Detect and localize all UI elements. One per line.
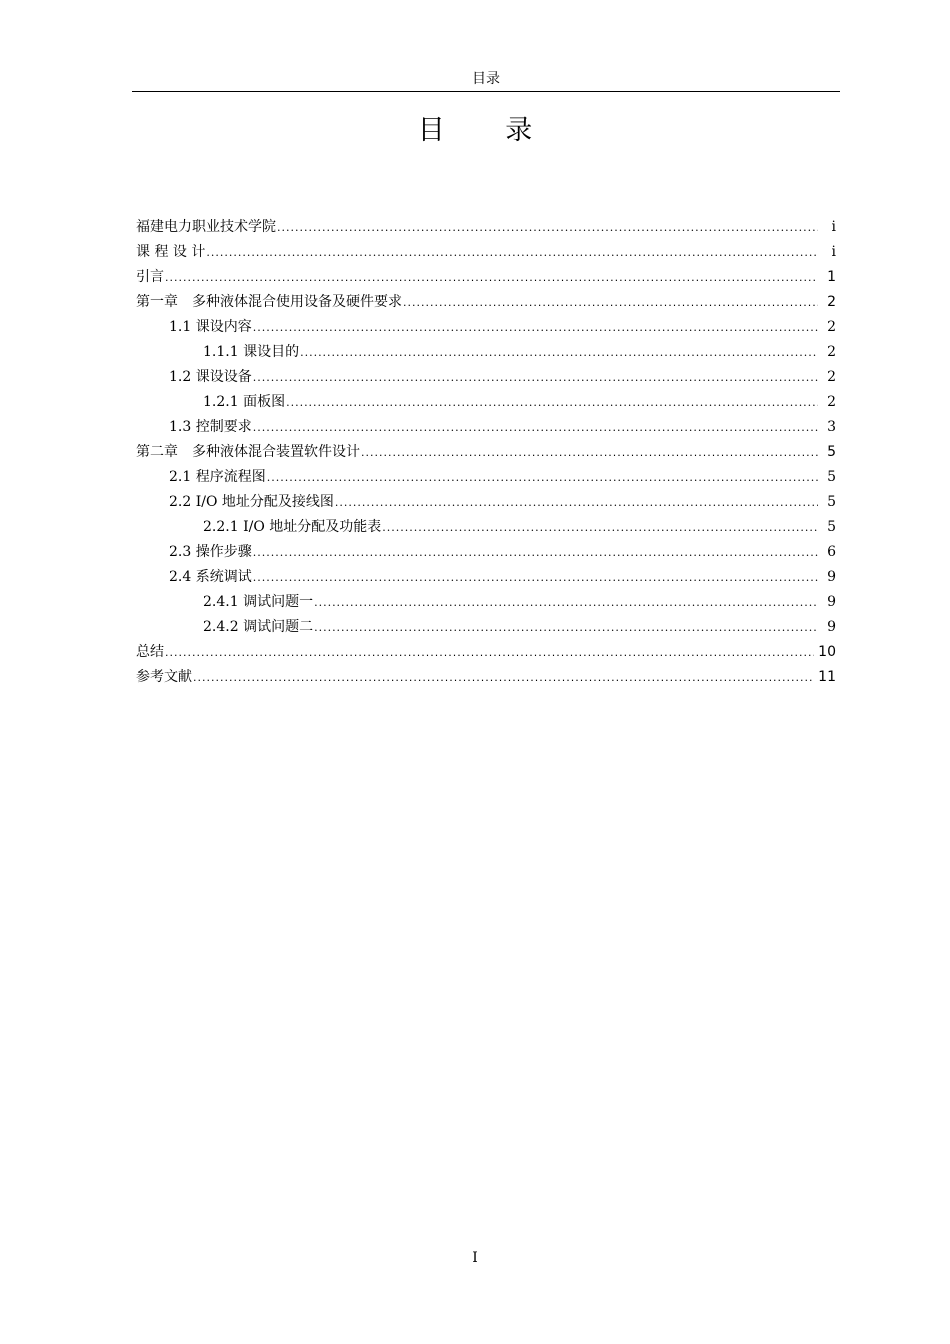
toc-entry-page: 9 — [827, 619, 836, 635]
dot-leader — [403, 290, 818, 315]
toc-entry-label: 第二章 多种液体混合装置软件设计 — [136, 444, 360, 460]
toc-entry-page: 2 — [827, 294, 836, 310]
toc-entry-page: 2 — [827, 369, 836, 385]
dot-leader — [277, 215, 818, 240]
table-of-contents — [136, 215, 836, 690]
toc-entry-page: 2 — [827, 344, 836, 360]
toc-entry[interactable] — [136, 565, 836, 590]
toc-entry[interactable] — [136, 265, 836, 290]
toc-entry-label: 1.1.1 课设目的 — [203, 344, 300, 360]
toc-entry-page: 11 — [818, 669, 836, 685]
dot-leader — [382, 515, 818, 540]
toc-entry-label: 1.2 课设设备 — [169, 369, 252, 385]
toc-entry[interactable] — [136, 615, 836, 640]
toc-entry[interactable] — [136, 315, 836, 340]
toc-entry-page: 9 — [827, 569, 836, 585]
running-header: 目录 — [472, 71, 500, 87]
toc-entry-label: 课 程 设 计 — [136, 244, 206, 260]
toc-entry-label: 1.2.1 面板图 — [203, 394, 286, 410]
dot-leader — [314, 615, 818, 640]
toc-entry-label: 2.4.2 调试问题二 — [203, 619, 314, 635]
dot-leader — [253, 315, 818, 340]
dot-leader — [193, 665, 814, 690]
toc-entry-page: 5 — [827, 469, 836, 485]
toc-entry-page: 2 — [827, 319, 836, 335]
page-number: I — [472, 1250, 478, 1266]
dot-leader — [253, 365, 818, 390]
toc-entry-page: 1 — [827, 269, 836, 285]
toc-entry-page: 9 — [827, 594, 836, 610]
dot-leader — [314, 590, 818, 615]
toc-entry[interactable] — [136, 365, 836, 390]
toc-entry[interactable] — [136, 640, 836, 665]
toc-entry-label: 参考文献 — [136, 669, 192, 685]
dot-leader — [300, 340, 818, 365]
toc-entry[interactable] — [136, 215, 836, 240]
toc-entry[interactable] — [136, 540, 836, 565]
toc-entry-page: 2 — [827, 394, 836, 410]
toc-entry[interactable] — [136, 340, 836, 365]
toc-entry-label: 2.2 I/O 地址分配及接线图 — [169, 494, 334, 510]
toc-entry-page: i — [831, 219, 836, 235]
toc-entry-page: 5 — [827, 519, 836, 535]
toc-entry-label: 2.1 程序流程图 — [169, 469, 266, 485]
dot-leader — [253, 415, 818, 440]
dot-leader — [286, 390, 818, 415]
toc-entry[interactable] — [136, 515, 836, 540]
toc-entry-label: 2.4 系统调试 — [169, 569, 252, 585]
toc-entry[interactable] — [136, 440, 836, 465]
toc-entry-label: 2.3 操作步骤 — [169, 544, 252, 560]
toc-entry-page: i — [831, 244, 836, 260]
toc-entry[interactable] — [136, 590, 836, 615]
toc-entry-page: 3 — [827, 419, 836, 435]
toc-entry[interactable] — [136, 490, 836, 515]
dot-leader — [206, 240, 818, 265]
toc-title: 目 录 — [417, 115, 559, 146]
toc-entry-label: 福建电力职业技术学院 — [136, 219, 276, 235]
toc-entry[interactable] — [136, 390, 836, 415]
dot-leader — [253, 565, 818, 590]
toc-entry[interactable] — [136, 240, 836, 265]
toc-entry-label: 2.4.1 调试问题一 — [203, 594, 314, 610]
toc-entry-label: 1.3 控制要求 — [169, 419, 252, 435]
toc-entry-label: 1.1 课设内容 — [169, 319, 252, 335]
dot-leader — [335, 490, 818, 515]
toc-entry-page: 5 — [827, 494, 836, 510]
dot-leader — [361, 440, 818, 465]
toc-entry-page: 10 — [818, 644, 836, 660]
dot-leader — [253, 540, 818, 565]
toc-entry-page: 6 — [827, 544, 836, 560]
toc-entry-label: 第一章 多种液体混合使用设备及硬件要求 — [136, 294, 402, 310]
dot-leader — [165, 640, 814, 665]
dot-leader — [267, 465, 818, 490]
dot-leader — [165, 265, 818, 290]
toc-entry-page: 5 — [827, 444, 836, 460]
toc-entry[interactable] — [136, 665, 836, 690]
toc-entry-label: 引言 — [136, 269, 164, 285]
toc-entry[interactable] — [136, 465, 836, 490]
toc-entry[interactable] — [136, 415, 836, 440]
toc-entry[interactable] — [136, 290, 836, 315]
toc-entry-label: 总结 — [136, 644, 164, 660]
toc-entry-label: 2.2.1 I/O 地址分配及功能表 — [203, 519, 382, 535]
header-rule — [132, 91, 840, 92]
